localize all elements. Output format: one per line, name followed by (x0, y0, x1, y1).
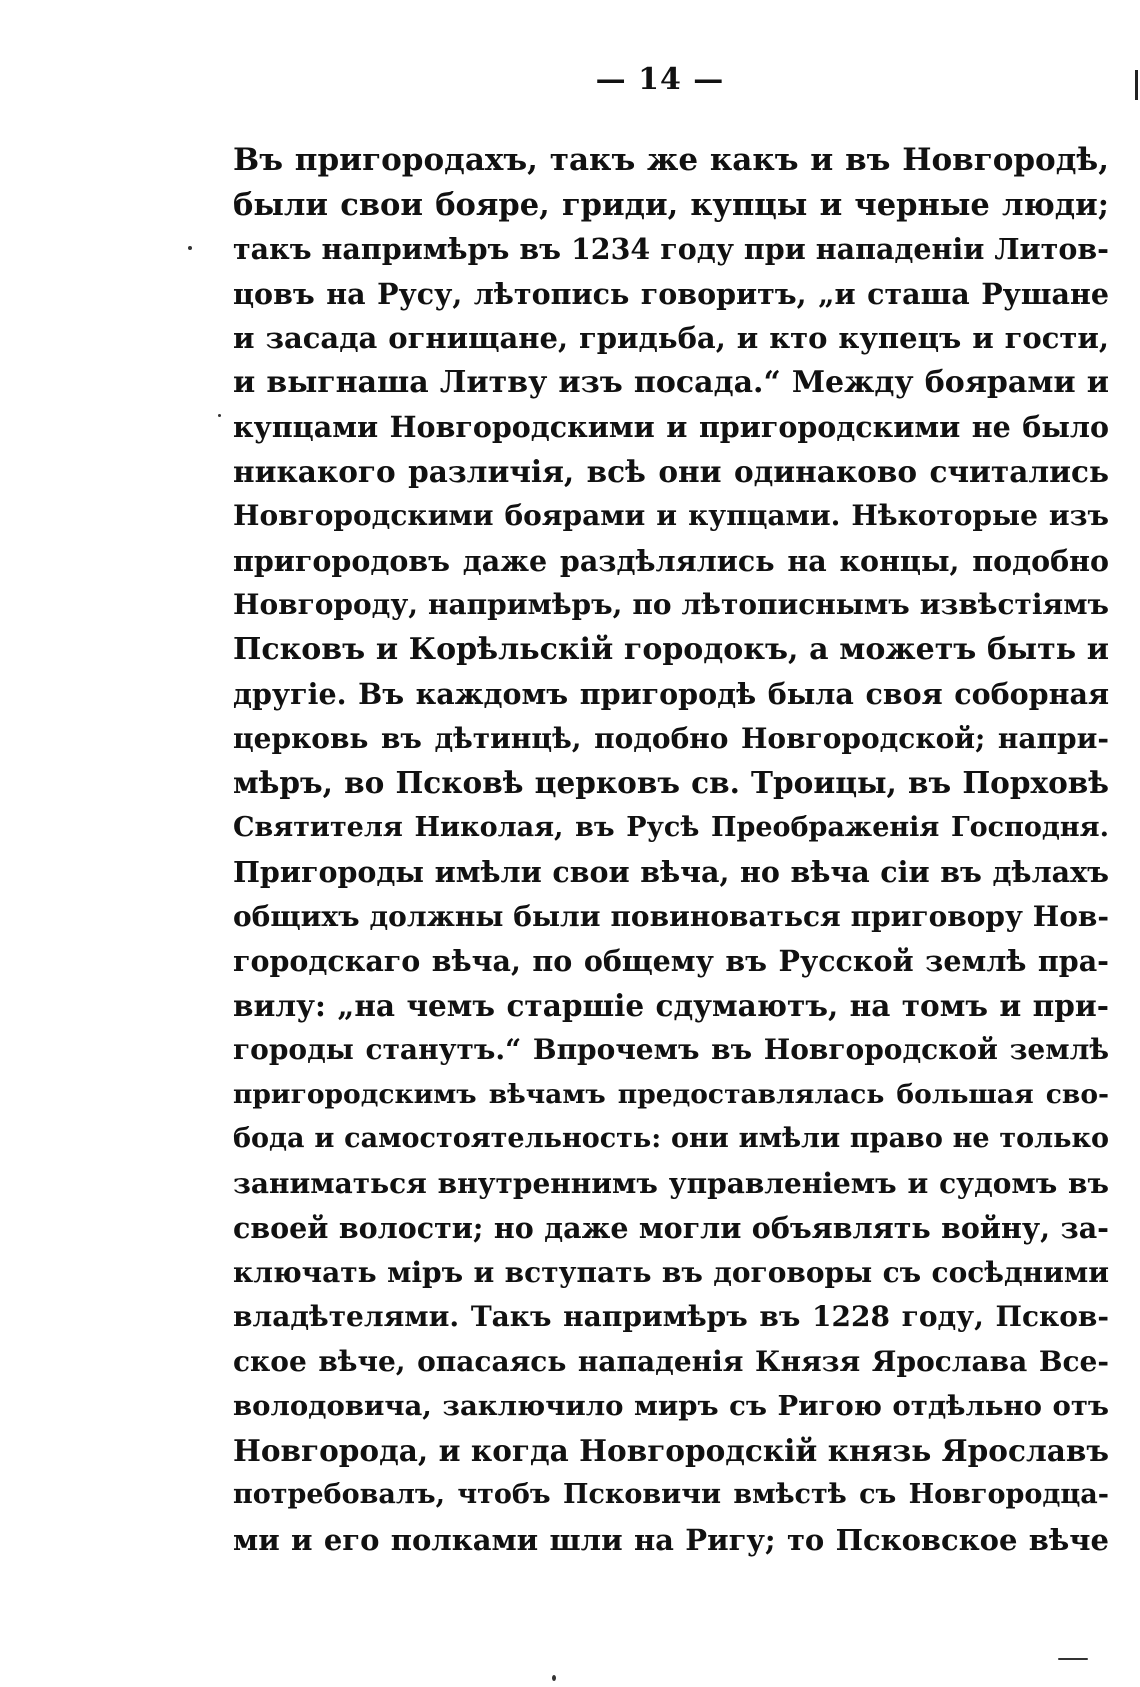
text-line: Новгородскими боярами и купцами. Нѣкоторые изъ (233, 499, 1109, 532)
body-text (233, 138, 1109, 1562)
text-line: никакого различія, всѣ они одинаково считались (233, 453, 1109, 489)
text-line: ское вѣче, опасаясь нападенія Князя Ярослава Все- (233, 1344, 1109, 1378)
text-line: Новгорода, и когда Новгородскій князь Ярославъ (233, 1432, 1109, 1468)
text-line: такъ напримѣръ въ 1234 году при нападеніи Литов- (233, 232, 1109, 266)
text-line: заниматься внутреннимъ управленіемъ и судомъ въ (233, 1166, 1109, 1200)
text-line: общихъ должны были повиноваться приговору Нов- (233, 899, 1109, 933)
text-line: пригородовъ даже раздѣлялись на концы, подобно (233, 543, 1109, 578)
text-line: и выгнаша Литву изъ посада.“ Между боярами и (233, 364, 1109, 400)
text-line: вилу: „на чемъ старшіе сдумаютъ, на томъ и при- (233, 987, 1109, 1023)
text-line: были свои бояре, гриди, купцы и черные люди; (233, 186, 1109, 223)
text-line: городскаго вѣча, по общему въ Русской землѣ пра- (233, 944, 1109, 978)
text-line: Псковъ и Корѣльскій городокъ, а можетъ быть и (233, 631, 1109, 667)
text-line: пригородскимъ вѣчамъ предоставлялась большая сво- (233, 1078, 1109, 1110)
page-number: — 14 — (595, 62, 725, 97)
text-line: Святителя Николая, въ Русѣ Преображенія Господня. (233, 811, 1109, 843)
text-line: володовича, заключило миръ съ Ригою отдѣльно отъ (233, 1390, 1109, 1422)
text-line: цовъ на Русу, лѣтопись говоритъ, „и сташа Рушане (233, 276, 1109, 311)
scan-speck (188, 246, 192, 250)
text-line: ми и его полками шли на Ригу; то Псковское вѣче (233, 1522, 1109, 1557)
text-line: и засада огнищане, гридьба, и кто купецъ и гости, (233, 321, 1109, 355)
text-line: ключать міръ и вступать въ договоры съ сосѣдними (233, 1255, 1109, 1289)
page-edge-mark (1135, 70, 1138, 100)
text-line: бода и самостоятельность: они имѣли право не только (233, 1123, 1109, 1154)
scan-speck (218, 414, 221, 417)
text-line: Новгороду, напримѣръ, по лѣтописнымъ извѣстіямъ (233, 588, 1109, 621)
text-line: городы станутъ.“ Впрочемъ въ Новгородской землѣ (233, 1033, 1109, 1066)
text-line: другіе. Въ каждомъ пригородѣ была своя соборная (233, 677, 1109, 711)
text-line: купцами Новгородскими и пригородскими не было (233, 410, 1109, 444)
text-line: мѣръ, во Псковѣ церковъ св. Троицы, въ Порховѣ (233, 765, 1109, 800)
text-line: своей волости; но даже могли объявлять войну, за- (233, 1211, 1109, 1245)
text-line: Пригороды имѣли свои вѣча, но вѣча сіи въ дѣлахъ (233, 855, 1109, 889)
text-line: церковь въ дѣтинцѣ, подобно Новгородской; напри- (233, 721, 1109, 755)
text-line: потребовалъ, чтобъ Псковичи вмѣстѣ съ Новгородца- (233, 1479, 1109, 1510)
scan-speck (552, 1675, 556, 1681)
scan-speck (1058, 1658, 1088, 1660)
text-line: Въ пригородахъ, такъ же какъ и въ Новгородѣ, (233, 142, 1109, 178)
text-line: владѣтелями. Такъ напримѣръ въ 1228 году, Псков- (233, 1300, 1109, 1333)
